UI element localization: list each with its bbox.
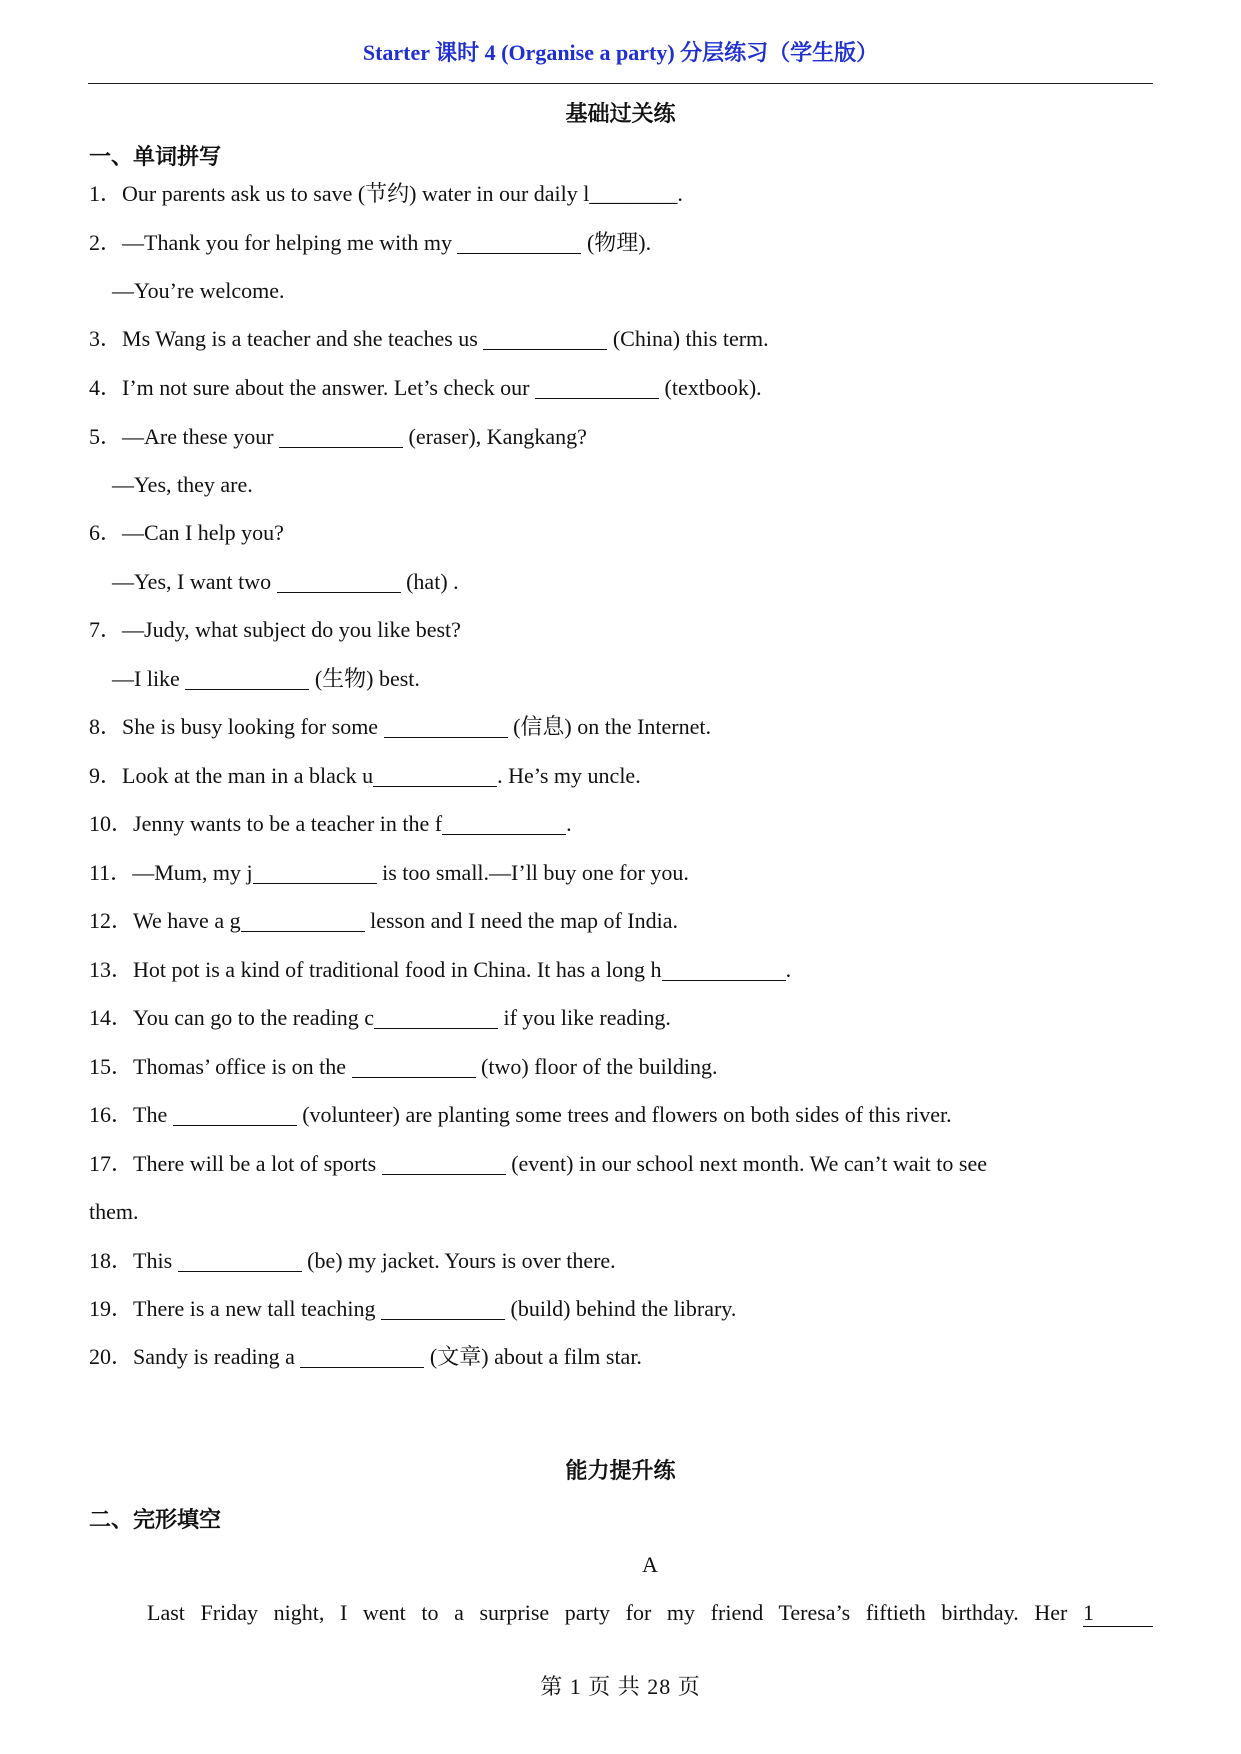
answer-blank[interactable] [662, 960, 786, 981]
question-10: 10．Jenny wants to be a teacher in the f . [89, 811, 572, 836]
answer-blank[interactable] [483, 329, 607, 350]
answer-blank[interactable] [384, 717, 508, 738]
answer-blank[interactable] [279, 427, 403, 448]
answer-blank[interactable] [352, 1057, 476, 1078]
document-title: Starter 课时 4 (Organise a party) 分层练习（学生版） [362, 40, 879, 65]
part2-heading: 二、完形填空 [89, 1508, 222, 1533]
question-18: 18．This (be) my jacket. Yours is over there. [89, 1248, 616, 1273]
answer-blank[interactable] [373, 766, 497, 787]
question-8: 8．She is busy looking for some (信息) on the Internet. [89, 714, 712, 739]
question-19: 19．There is a new tall teaching (build) behind the library. [89, 1296, 737, 1321]
question-16: 16．The (volunteer) are planting some trees and flowers on both sides of this river. [89, 1102, 952, 1127]
answer-blank[interactable] [173, 1105, 297, 1126]
answer-blank[interactable] [300, 1347, 424, 1368]
section-title-advanced: 能力提升练 [565, 1459, 676, 1484]
question-3: 3．Ms Wang is a teacher and she teaches us (China) this term. [89, 326, 769, 351]
question-5-reply: —Yes, they are. [112, 472, 253, 497]
answer-blank[interactable] [185, 669, 309, 690]
passage-title: A [642, 1552, 658, 1577]
question-13: 13．Hot pot is a kind of traditional food in China. It has a long h . [89, 957, 792, 982]
question-9: 9．Look at the man in a black u . He’s my uncle. [89, 763, 641, 788]
answer-blank[interactable] [178, 1251, 302, 1272]
answer-blank[interactable] [277, 572, 401, 593]
question-14: 14．You can go to the reading c if you like reading. [89, 1005, 671, 1030]
answer-blank[interactable] [457, 233, 581, 254]
question-4: 4．I’m not sure about the answer. Let’s check our (textbook). [89, 375, 762, 400]
passage-line: Last Friday night, I went to a surprise party for my friend Teresa’s fiftieth birthday. Her 1 [147, 1600, 1153, 1627]
answer-blank[interactable] [381, 1299, 505, 1320]
part1-heading: 一、单词拼写 [89, 145, 222, 170]
answer-blank[interactable] [382, 1154, 506, 1175]
answer-blank[interactable] [442, 814, 566, 835]
answer-blank[interactable] [241, 911, 365, 932]
question-6-reply: —Yes, I want two (hat) . [112, 569, 459, 594]
question-17: 17．There will be a lot of sports (event) in our school next month. We can’t wait to see [89, 1151, 987, 1176]
answer-blank[interactable] [374, 1008, 498, 1029]
question-15: 15．Thomas’ office is on the (two) floor of the building. [89, 1054, 718, 1079]
header-divider [88, 83, 1153, 84]
section-title-basic: 基础过关练 [565, 102, 676, 127]
question-1: 1．Our parents ask us to save (节约) water in our daily l________. [89, 181, 683, 206]
question-2-reply: —You’re welcome. [112, 278, 285, 303]
question-11: 11．—Mum, my j is too small.—I’ll buy one for you. [89, 860, 689, 885]
question-20: 20．Sandy is reading a (文章) about a film star. [89, 1344, 642, 1369]
question-12: 12．We have a g lesson and I need the map of India. [89, 908, 678, 933]
answer-blank[interactable] [535, 378, 659, 399]
question-6: 6．—Can I help you? [89, 520, 284, 545]
cloze-blank[interactable]: 1 [1083, 1600, 1153, 1627]
question-2: 2．—Thank you for helping me with my (物理). [89, 230, 652, 255]
page-number: 第 1 页 共 28 页 [540, 1674, 701, 1699]
question-17-continued: them. [89, 1199, 139, 1224]
question-5: 5．—Are these your (eraser), Kangkang? [89, 424, 587, 449]
question-7-reply: —I like (生物) best. [112, 666, 420, 691]
question-7: 7．—Judy, what subject do you like best? [89, 617, 461, 642]
answer-blank[interactable] [253, 863, 377, 884]
